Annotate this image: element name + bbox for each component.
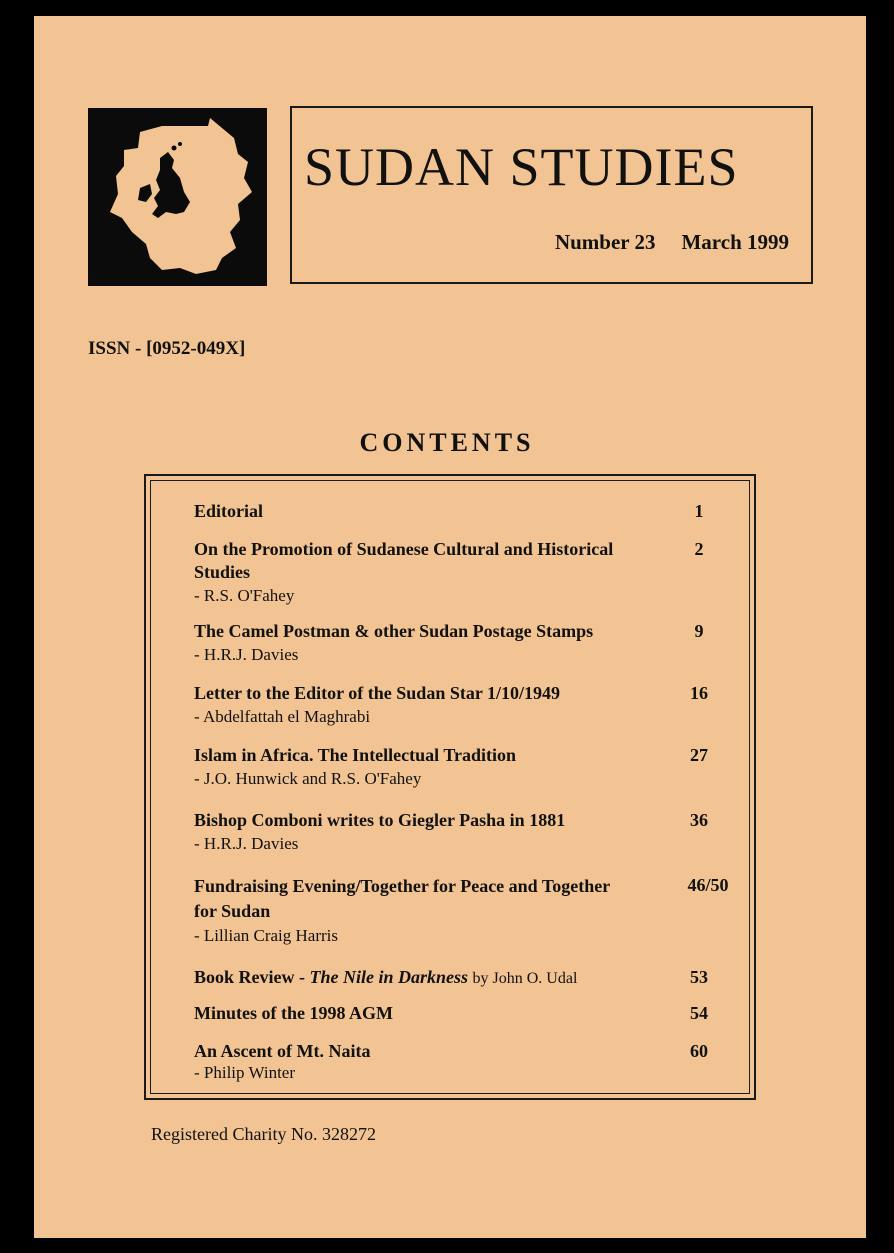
toc-entry <box>194 500 734 523</box>
entry-page: 54 <box>690 1003 708 1023</box>
entry-title: On the Promotion of Sudanese Cultural and Historical Studies <box>194 539 614 582</box>
entry-title: Minutes of the 1998 AGM <box>194 1003 393 1023</box>
issue-date: March 1999 <box>681 230 789 254</box>
entry-page: 53 <box>690 967 708 987</box>
entry-author: - J.O. Hunwick and R.S. O'Fahey <box>194 769 422 788</box>
entry-page: 46/50 <box>687 875 729 895</box>
entry-title: Editorial <box>194 501 264 521</box>
entry-page: 9 <box>694 621 704 641</box>
toc-entry <box>194 1002 734 1025</box>
entry-page: 27 <box>690 745 708 765</box>
entry-author: - R.S. O'Fahey <box>194 586 295 605</box>
contents-heading: CONTENTS <box>359 428 535 457</box>
entry-author: - Philip Winter <box>194 1063 295 1082</box>
entry-author: - H.R.J. Davies <box>194 834 299 853</box>
entry-page: 1 <box>694 501 704 521</box>
toc-entry <box>194 874 734 948</box>
sudan-map-logo <box>88 108 267 286</box>
entry-title-prefix: Book Review - <box>194 967 310 987</box>
issue-info <box>555 230 789 255</box>
issue-number: Number 23 <box>554 230 656 254</box>
entry-title <box>194 966 664 990</box>
entry-author: - H.R.J. Davies <box>194 645 299 664</box>
entry-title: Bishop Comboni writes to Giegler Pasha in 1881 <box>194 810 566 830</box>
entry-page: 16 <box>690 683 708 703</box>
entry-page: 60 <box>690 1041 708 1061</box>
issn: ISSN - [0952-049X] <box>88 338 246 359</box>
toc-entry <box>194 744 734 791</box>
entry-title: Letter to the Editor of the Sudan Star 1/10/1949 <box>194 683 561 703</box>
toc-entry <box>194 620 734 667</box>
toc-entry <box>194 1040 734 1083</box>
entry-author: - Abdelfattah el Maghrabi <box>194 707 371 726</box>
journal-title: SUDAN STUDIES <box>304 137 739 197</box>
sudan-map-icon <box>88 108 267 286</box>
entry-title: Fundraising Evening/Together for Peace and Together for Sudan <box>194 876 610 921</box>
toc-entry <box>194 966 734 990</box>
book-title: The Nile in Darkness <box>309 967 469 987</box>
entry-title: An Ascent of Mt. Naita <box>194 1041 371 1061</box>
charity-number: Registered Charity No. 328272 <box>151 1124 376 1144</box>
entry-page: 36 <box>690 810 708 830</box>
masthead-box <box>290 106 813 284</box>
toc-entry <box>194 809 734 856</box>
entry-page: 2 <box>694 539 704 559</box>
entry-title: The Camel Postman & other Sudan Postage Stamps <box>194 621 594 641</box>
table-of-contents <box>144 474 756 1100</box>
book-author: by John O. Udal <box>472 970 578 987</box>
entry-title: Islam in Africa. The Intellectual Tradition <box>194 745 517 765</box>
entry-author: - Lillian Craig Harris <box>194 926 338 945</box>
toc-entry <box>194 538 734 608</box>
toc-entry <box>194 682 734 729</box>
